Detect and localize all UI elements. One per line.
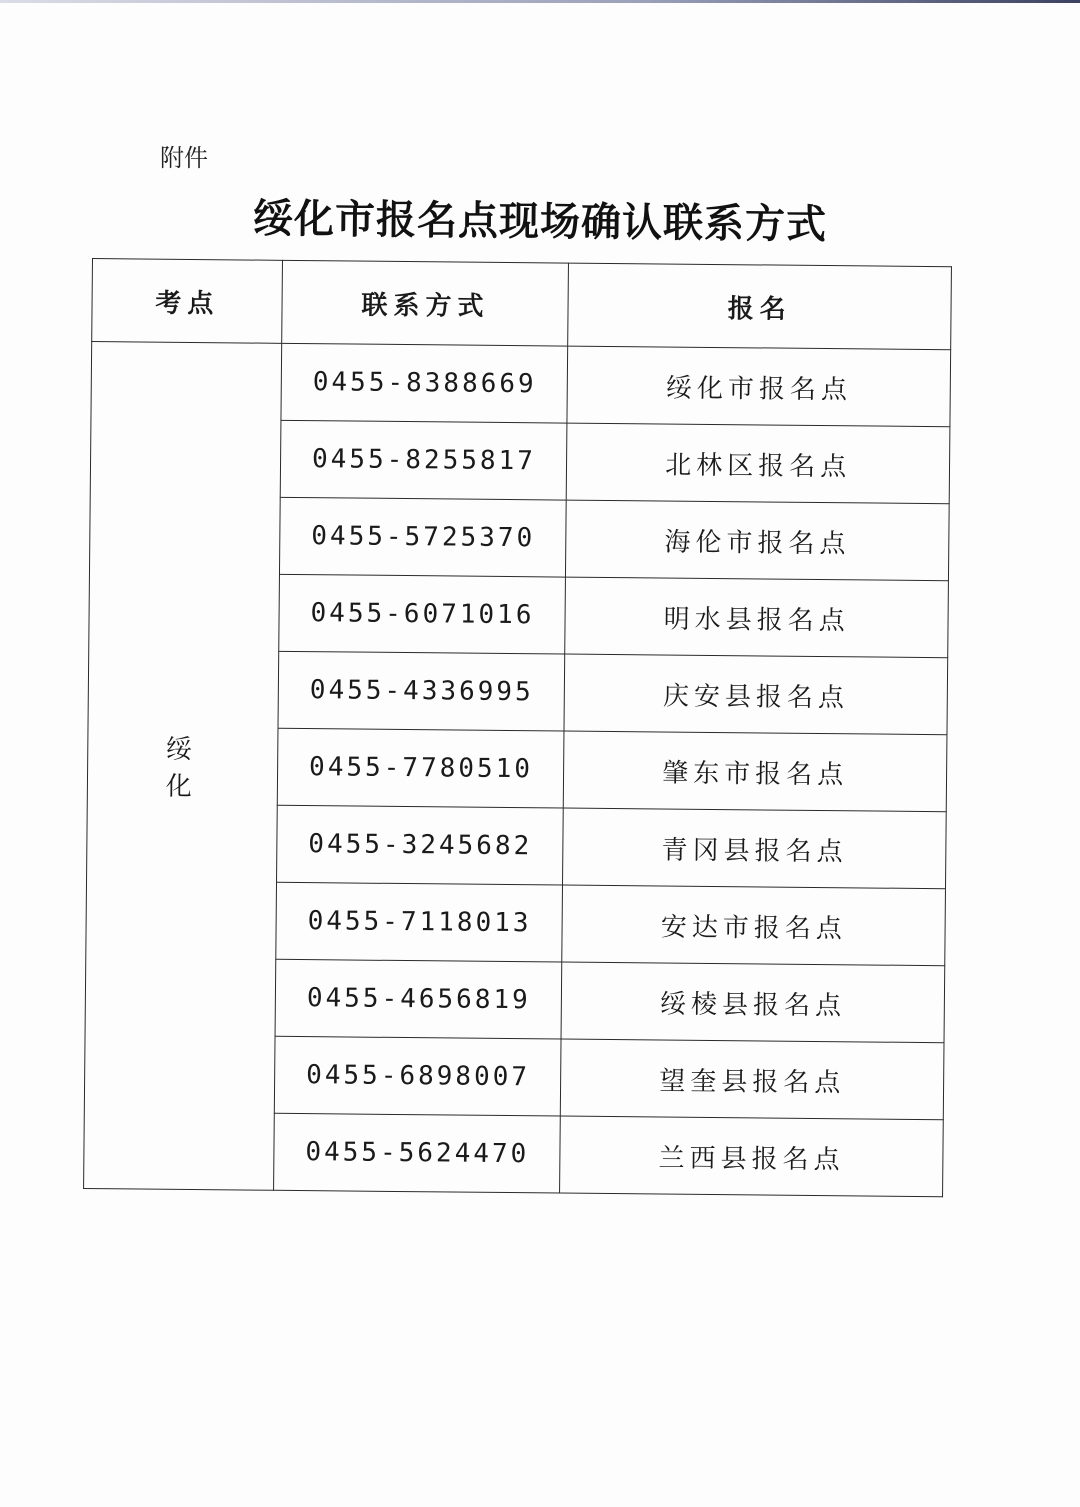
phone-cell: 0455-6898007: [275, 1036, 562, 1116]
phone-cell: 0455-5624470: [274, 1113, 561, 1193]
phone-cell: 0455-4336995: [278, 651, 565, 731]
header-site: 考点: [92, 259, 283, 344]
registration-point-cell: 望奎县报名点: [561, 1039, 944, 1120]
phone-cell: 0455-4656819: [276, 959, 563, 1039]
registration-point-cell: 绥棱县报名点: [561, 962, 944, 1043]
registration-point-cell: 海伦市报名点: [566, 500, 949, 581]
phone-cell: 0455-6071016: [279, 574, 566, 654]
phone-cell: 0455-7118013: [276, 882, 563, 962]
contact-table: [83, 258, 952, 1197]
phone-cell: 0455-7780510: [278, 728, 565, 808]
registration-point-cell: 青冈县报名点: [563, 808, 946, 889]
attachment-label: 附件: [160, 144, 208, 172]
registration-point-cell: 安达市报名点: [562, 885, 945, 966]
registration-point-cell: 兰西县报名点: [560, 1116, 943, 1197]
header-contact: 联系方式: [282, 260, 569, 346]
document-title: 绥化市报名点现场确认联系方式: [252, 194, 828, 249]
registration-point-cell: 绥化市报名点: [567, 346, 950, 427]
scan-edge: [0, 0, 1080, 3]
registration-point-cell: 肇东市报名点: [564, 731, 947, 812]
table-header-row: [92, 259, 952, 350]
site-cell: 绥 化: [84, 342, 283, 1191]
table-body: [84, 342, 951, 1197]
phone-cell: 0455-8388669: [281, 343, 568, 423]
phone-cell: 0455-5725370: [280, 497, 567, 577]
registration-point-cell: 明水县报名点: [565, 577, 948, 658]
header-registration: 报名: [568, 263, 951, 350]
registration-point-cell: 北林区报名点: [567, 423, 950, 504]
registration-point-cell: 庆安县报名点: [564, 654, 947, 735]
table-row: [91, 342, 951, 427]
phone-cell: 0455-8255817: [281, 420, 568, 500]
phone-cell: 0455-3245682: [277, 805, 564, 885]
